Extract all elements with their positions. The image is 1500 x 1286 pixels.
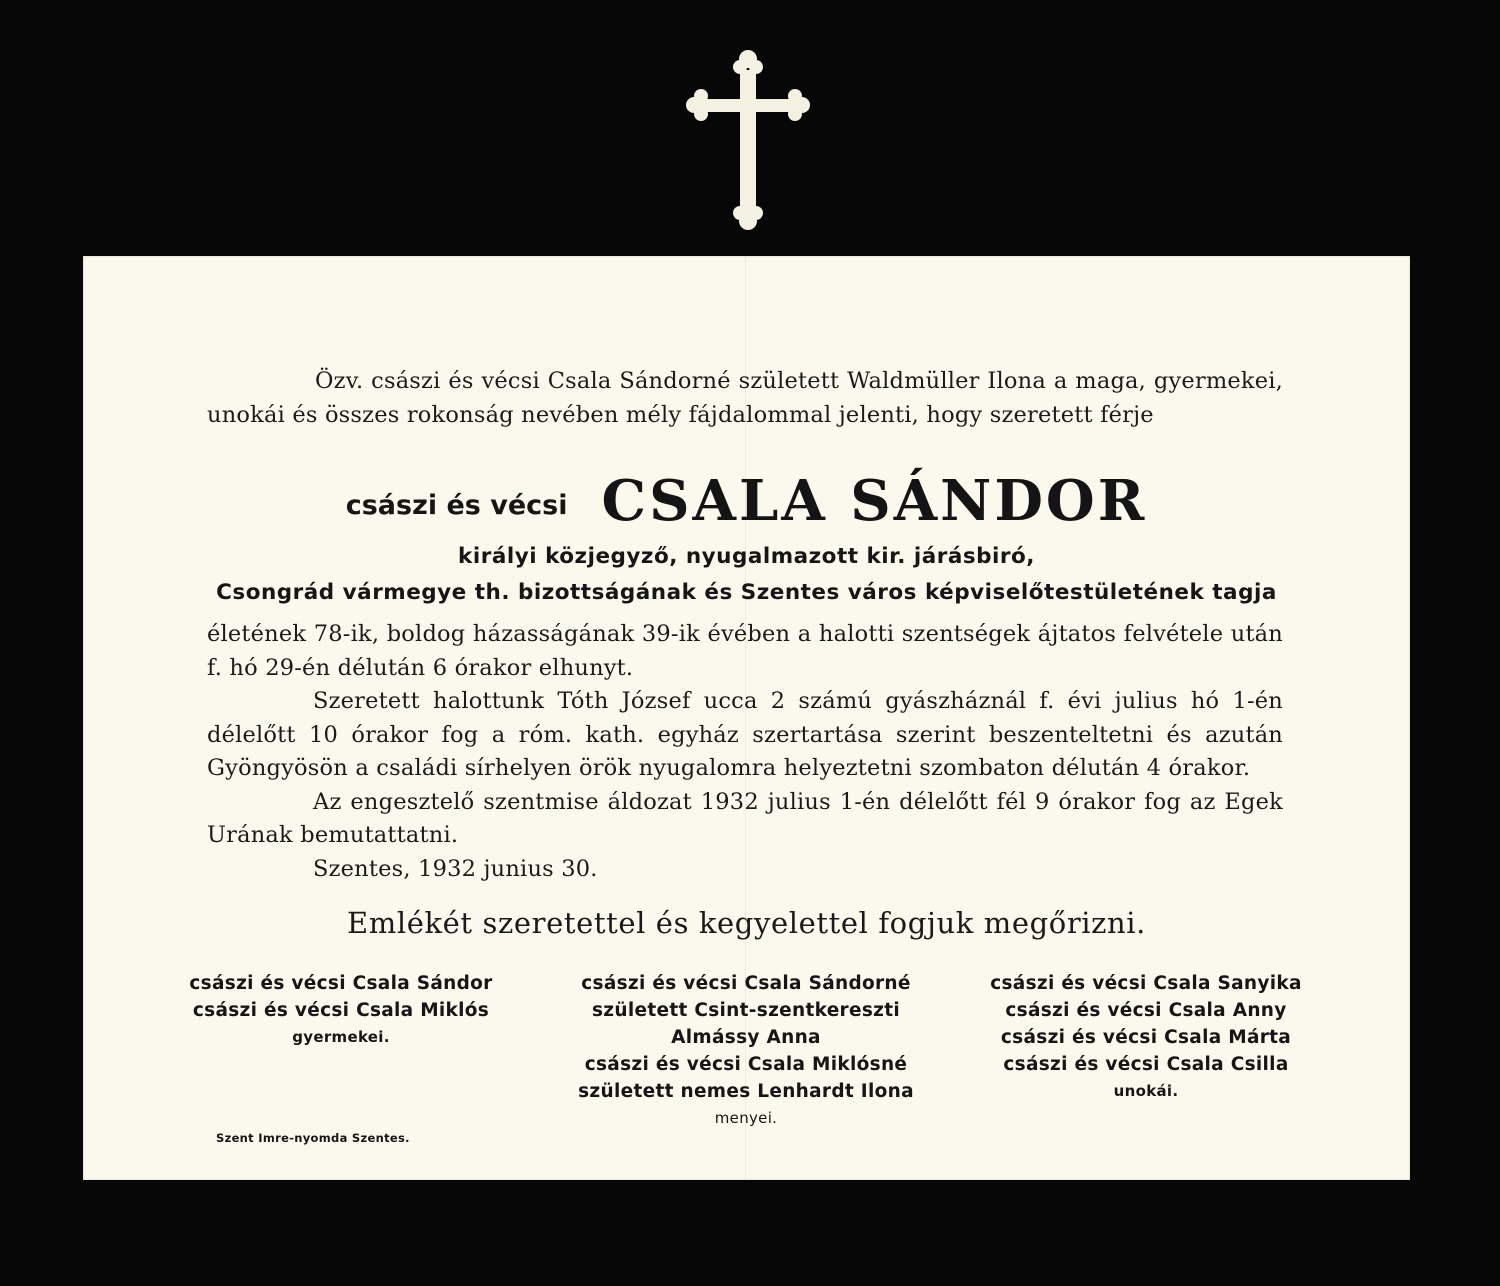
mourner-name: született Csint-szentkereszti bbox=[591, 1000, 900, 1021]
printer-credit: Szent Imre-nyomda Szentes. bbox=[216, 1131, 410, 1145]
memory-line: Emlékét szeretettel és kegyelettel fogjuk megőrizni. bbox=[346, 906, 1147, 940]
deceased-titles bbox=[83, 539, 1410, 611]
obituary-sheet bbox=[83, 256, 1410, 1180]
cross-icon bbox=[686, 50, 810, 232]
announcement-body bbox=[207, 618, 1283, 886]
mourner-name: császi és vécsi Csala Sándorné bbox=[581, 973, 911, 994]
mourner-name: császi és vécsi Csala Sándor bbox=[189, 973, 493, 994]
mourner-name: császi és vécsi Csala Márta bbox=[1000, 1027, 1292, 1048]
relation-label: gyermekei. bbox=[292, 1028, 390, 1046]
mourner-name: Almássy Anna bbox=[671, 1027, 821, 1048]
deceased-title-line-2: Csongrád vármegye th. bizottságának és Szentes város képviselőtestületének tagja bbox=[216, 580, 1277, 605]
mourner-name: császi és vécsi Csala Anny bbox=[1005, 1000, 1287, 1021]
deceased-name-line bbox=[83, 468, 1410, 534]
deceased-name: CSALA SÁNDOR bbox=[601, 468, 1148, 534]
deceased-title-line-1: királyi közjegyző, nyugalmazott kir. járásbiró, bbox=[458, 544, 1035, 569]
relation-label: menyei. bbox=[714, 1109, 778, 1127]
mourner-name: császi és vécsi Csala Sanyika bbox=[990, 973, 1302, 994]
relation-label: unokái. bbox=[1113, 1082, 1179, 1100]
mourners-children bbox=[161, 970, 521, 1051]
deceased-name-prefix: császi és vécsi bbox=[345, 490, 568, 521]
mourners-grandchildren bbox=[966, 970, 1326, 1105]
mourners-daughters-in-law bbox=[566, 970, 926, 1132]
mass-paragraph: Az engesztelő szentmise áldozat 1932 julius 1-én délelőtt fél 9 órakor fog az Egek Urának bemutattatni. bbox=[207, 788, 1283, 848]
mourner-name: született nemes Lenhardt Ilona bbox=[578, 1081, 914, 1102]
place-date: Szentes, 1932 junius 30. bbox=[313, 855, 598, 882]
mourner-name: császi és vécsi Csala Miklósné bbox=[584, 1054, 908, 1075]
funeral-paragraph: Szeretett halottunk Tóth József ucca 2 számú gyászháznál f. évi julius hó 1-én délelőtt 10 órakor fog a róm. kath. egyház szertartása szerint beszenteltetni és azután Gyöngyösön a családi sírhelyen örök nyugalomra helyeztetni szombaton délután 4 órakor. bbox=[207, 688, 1283, 781]
intro-paragraph: Özv. császi és vécsi Csala Sándorné született Waldmüller Ilona a maga, gyermekei, unokái és összes rokonság nevében mély fájdalommal jelenti, hogy szeretett férje bbox=[207, 368, 1283, 428]
mourner-name: császi és vécsi Csala Csilla bbox=[1003, 1054, 1289, 1075]
death-paragraph: életének 78-ik, boldog házasságának 39-ik évében a halotti szentségek ájtatos felvétele után f. hó 29-én délután 6 órakor elhunyt. bbox=[207, 621, 1283, 681]
mourner-name: császi és vécsi Csala Miklós bbox=[192, 1000, 490, 1021]
